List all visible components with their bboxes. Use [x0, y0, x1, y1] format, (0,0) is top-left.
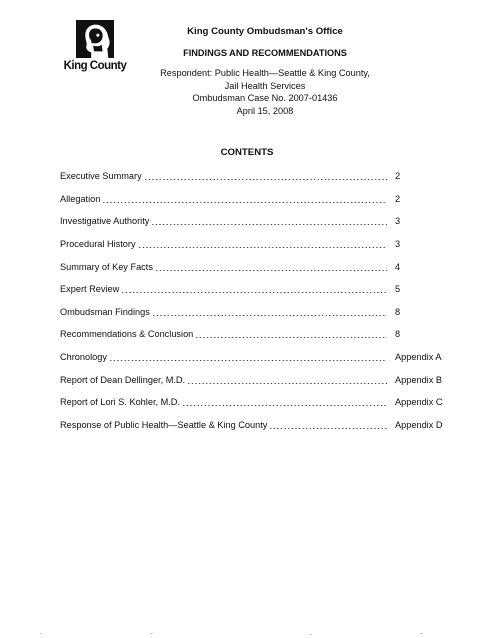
toc-row	[60, 368, 455, 391]
toc-leader-dots	[121, 284, 387, 294]
table-of-contents	[60, 165, 455, 436]
toc-leader-dots	[152, 307, 387, 317]
king-county-logo-icon	[76, 20, 114, 58]
toc-label: Summary of Key Facts	[60, 261, 153, 272]
toc-page: Appendix B	[395, 374, 442, 385]
toc-leader-dots	[182, 397, 387, 407]
toc-page: 8	[395, 329, 401, 340]
toc-row	[60, 301, 455, 324]
toc-row	[60, 210, 455, 233]
toc-row	[60, 414, 455, 437]
toc-page: 2	[395, 193, 401, 204]
toc-page: Appendix C	[395, 397, 443, 408]
toc-page: 8	[395, 306, 401, 317]
toc-row	[60, 323, 455, 346]
toc-page: 2	[395, 171, 401, 182]
toc-row	[60, 233, 455, 256]
toc-page: 3	[395, 216, 401, 227]
toc-label: Procedural History	[60, 239, 136, 250]
toc-leader-dots	[269, 420, 387, 430]
organization-name: King County Ombudsman's Office	[187, 26, 343, 37]
toc-row	[60, 278, 455, 301]
toc-label: Allegation	[60, 193, 101, 204]
toc-leader-dots	[187, 375, 387, 385]
toc-label: Ombudsman Findings	[60, 306, 150, 317]
respondent-line-2: Jail Health Services	[224, 80, 306, 91]
toc-leader-dots	[138, 239, 387, 249]
toc-label: Chronology	[60, 352, 107, 363]
contents-heading: CONTENTS	[220, 147, 274, 158]
toc-leader-dots	[102, 194, 387, 204]
toc-page: 3	[395, 239, 401, 250]
toc-leader-dots	[195, 329, 387, 339]
scan-speck	[40, 633, 42, 634]
toc-label: Expert Review	[60, 284, 120, 295]
respondent-line-1: Respondent: Public Health—Seattle & King County,	[160, 68, 370, 78]
toc-page: 5	[395, 284, 401, 295]
toc-leader-dots	[155, 262, 387, 272]
document-header	[140, 26, 390, 117]
toc-label: Response of Public Health—Seattle & King County	[60, 419, 268, 430]
logo-text: King County	[63, 60, 127, 72]
toc-row	[60, 346, 455, 369]
toc-label: Recommendations & Conclusion	[60, 329, 194, 340]
toc-row	[60, 165, 455, 188]
toc-leader-dots	[144, 171, 387, 181]
toc-row	[60, 188, 455, 211]
document-title: FINDINGS AND RECOMMENDATIONS	[183, 47, 347, 58]
toc-page: Appendix D	[395, 419, 443, 430]
case-number: Ombudsman Case No. 2007-01436	[192, 93, 338, 103]
toc-row	[60, 255, 455, 278]
toc-label: Report of Dean Dellinger, M.D.	[60, 374, 186, 385]
document-date: April 15, 2008	[236, 105, 294, 116]
scan-speck	[150, 633, 153, 634]
toc-page: Appendix A	[395, 352, 442, 363]
toc-leader-dots	[109, 352, 387, 362]
toc-leader-dots	[151, 216, 387, 226]
scan-artifacts	[0, 632, 494, 636]
toc-label: Investigative Authority	[60, 216, 150, 227]
toc-label: Executive Summary	[60, 171, 142, 182]
scan-speck	[310, 634, 312, 635]
toc-page: 4	[395, 261, 401, 272]
toc-row	[60, 391, 455, 414]
toc-label: Report of Lori S. Kohler, M.D.	[60, 397, 180, 408]
scan-speck	[420, 633, 423, 634]
